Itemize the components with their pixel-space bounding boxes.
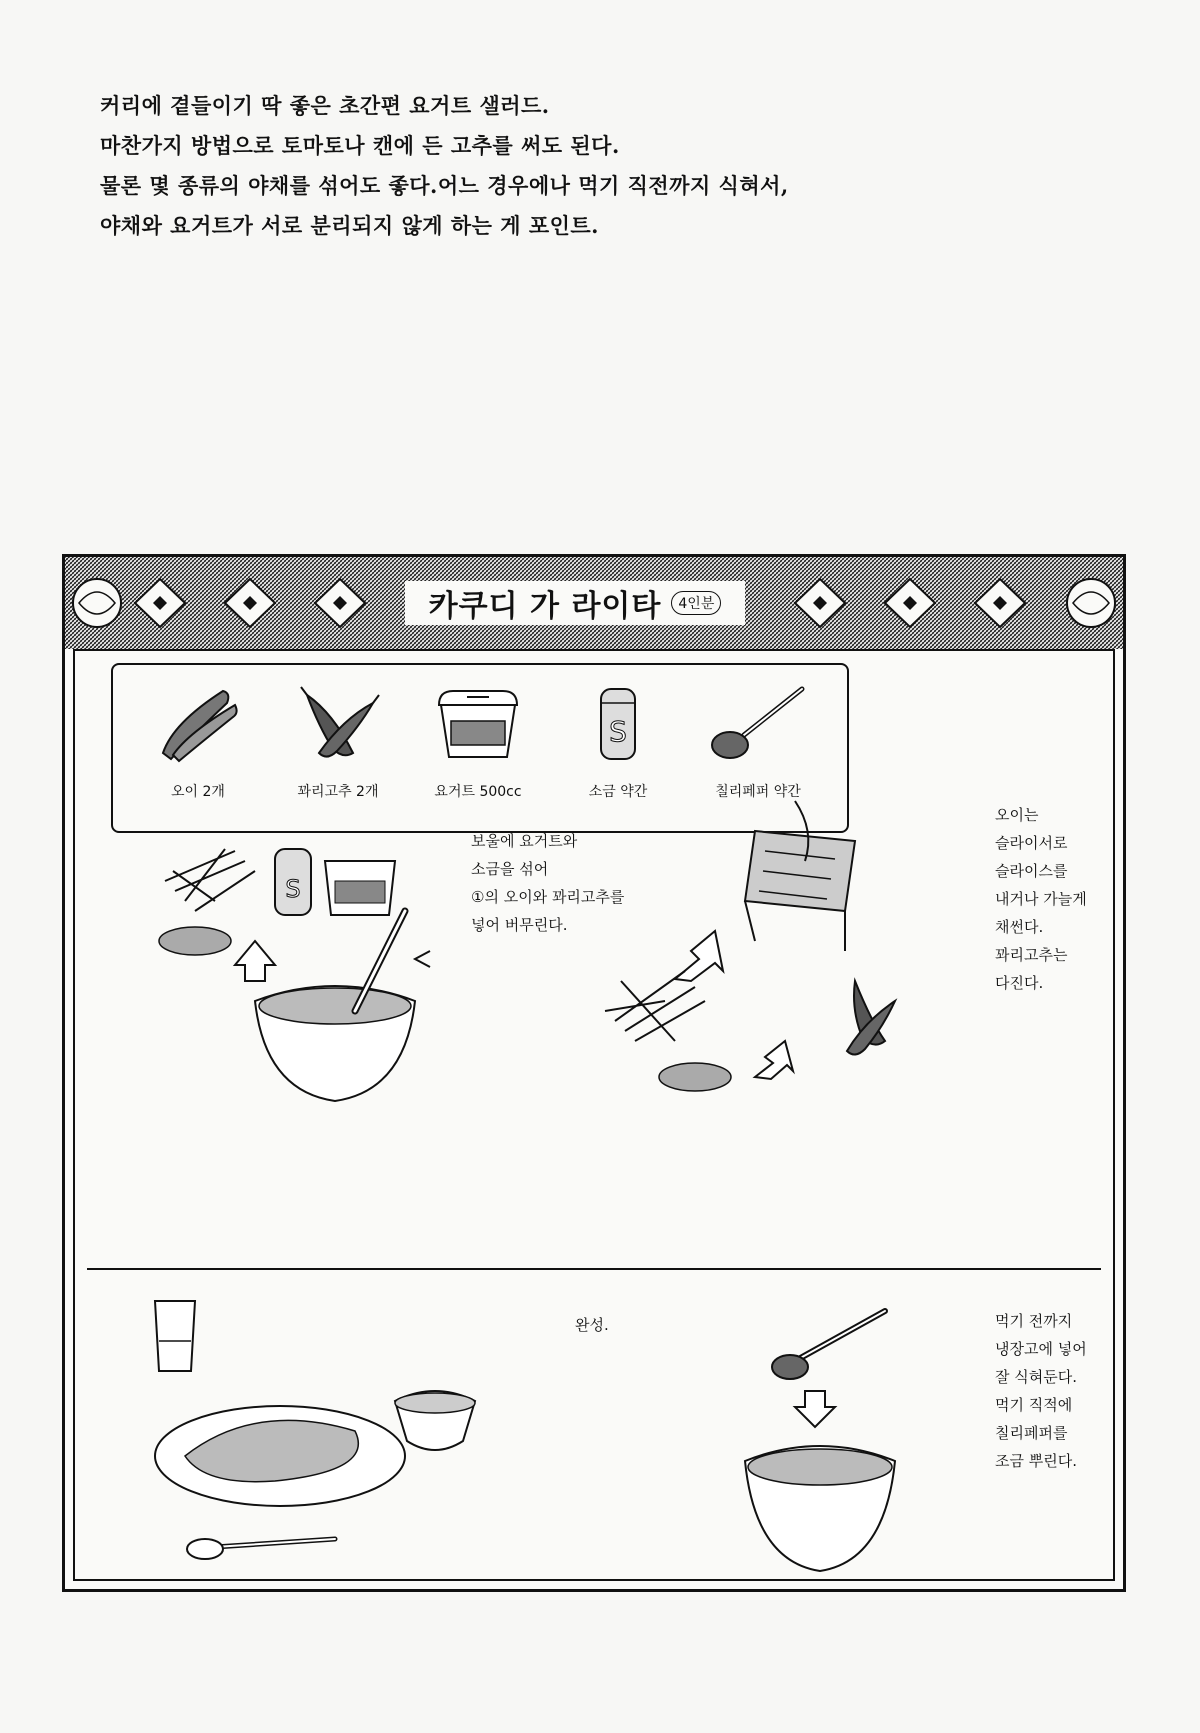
salt-shaker-icon <box>573 683 663 763</box>
ingredient-salt <box>553 683 683 801</box>
done-note: 완성. <box>575 1316 609 1334</box>
mixing-bowl-illustration <box>155 841 475 1121</box>
ingredient-cucumber <box>133 683 263 801</box>
step-mix-note: 보울에 요거트와 소금을 섞어 ①의 오이와 꽈리고추를 넣어 버무린다. <box>471 832 625 934</box>
step-prep-note: 오이는 슬라이서로 슬라이스를 내거나 가늘게 채썬다. 꽈리고추는 다진다. <box>995 806 1087 992</box>
ingredient-pepper <box>273 683 403 801</box>
intro-line: 마찬가지 방법으로 토마토나 캔에 든 고추를 써도 된다. <box>100 133 620 158</box>
ingredient-label: 소금 약간 <box>588 784 648 800</box>
chili-spoon-icon <box>708 683 808 763</box>
section-divider <box>87 1268 1101 1270</box>
intro-line: 야채와 요거트가 서로 분리되지 않게 하는 게 포인트. <box>100 213 599 238</box>
chill-bowl-illustration <box>735 1291 975 1591</box>
ingredient-label: 요거트 500cc <box>434 784 522 800</box>
ingredient-yogurt <box>413 683 543 801</box>
intro-line: 커리에 곁들이기 딱 좋은 초간편 요거트 샐러드. <box>100 93 550 118</box>
recipe-body <box>73 649 1115 1581</box>
ingredient-label: 꽈리고추 2개 <box>297 784 379 800</box>
ingredient-label: 오이 2개 <box>171 784 225 800</box>
slicer-illustration <box>595 801 935 1101</box>
svg-text:S: S <box>609 715 627 748</box>
cucumber-icon <box>153 683 243 763</box>
intro-text <box>100 88 1100 248</box>
yogurt-tub-icon <box>433 683 523 763</box>
ingredient-label: 칠리페퍼 약간 <box>715 784 801 800</box>
intro-line: 물론 몇 종류의 야채를 섞어도 좋다.어느 경우에나 먹기 직전까지 식혀서, <box>100 173 789 198</box>
green-pepper-icon <box>293 683 383 763</box>
ingredient-chili <box>693 683 823 801</box>
finished-meal-illustration <box>135 1291 555 1571</box>
servings-badge: 4인분 <box>671 591 721 615</box>
recipe-card <box>62 554 1126 1592</box>
recipe-title <box>405 581 745 625</box>
step-chill-note: 먹기 전까지 냉장고에 넣어 잘 식혀둔다. 먹기 직적에 칠리페퍼를 조금 뿌린다. <box>995 1312 1087 1470</box>
recipe-title-text: 카쿠디 가 라이타 <box>428 589 662 624</box>
svg-text:S: S <box>285 875 301 903</box>
